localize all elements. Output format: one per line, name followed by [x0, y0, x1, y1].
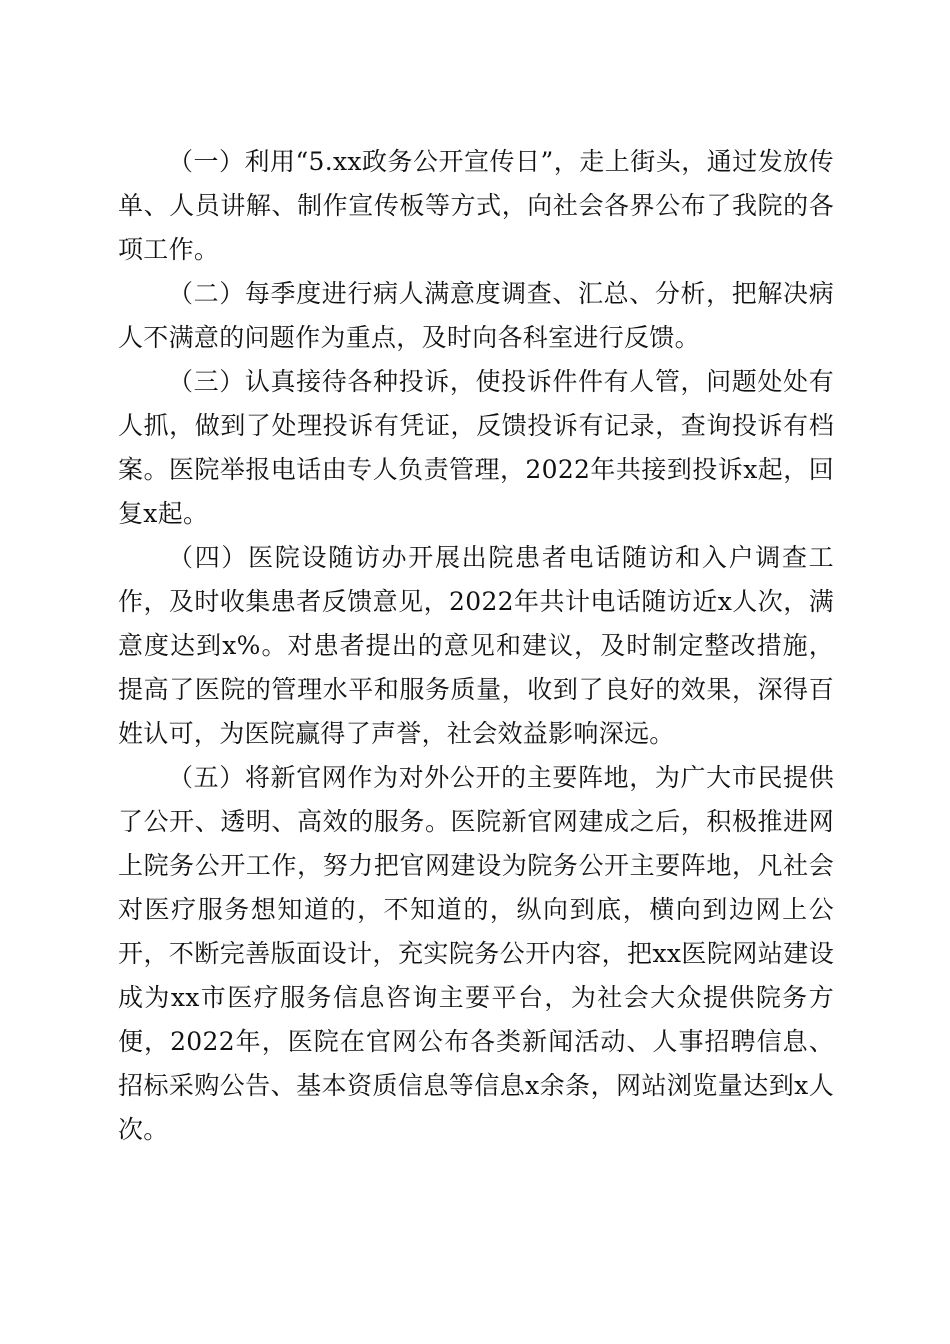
paragraph-3: （三）认真接待各种投诉，使投诉件件有人管，问题处处有人抓，做到了处理投诉有凭证，反馈投诉有记录，查询投诉有档案。医院举报电话由专人负责管理，2022年共接到投诉x起，回复x起。 — [118, 367, 834, 528]
paragraph-2: （二）每季度进行病人满意度调查、汇总、分析，把解决病人不满意的问题作为重点，及时向各科室进行反馈。 — [118, 279, 834, 352]
paragraph-5: （五）将新官网作为对外公开的主要阵地，为广大市民提供了公开、透明、高效的服务。医院新官网建成之后，积极推进网上院务公开工作，努力把官网建设为院务公开主要阵地，凡社会对医疗服务想知道的，不知道的，纵向到底，横向到边网上公开，不断完善版面设计，充实院务公开内容，把xx医院网站建设成为xx市医疗服务信息咨询主要平台，为社会大众提供院务方便，2022年，医院在官网公布各类新闻活动、人事招聘信息、招标采购公告、基本资质信息等信息x余条，网站浏览量达到x人次。 — [118, 763, 834, 1144]
paragraph-1: （一）利用“5.xx政务公开宣传日”，走上街头，通过发放传单、人员讲解、制作宣传板等方式，向社会各界公布了我院的各项工作。 — [118, 147, 834, 264]
document-body — [118, 140, 834, 1152]
paragraph-4: （四）医院设随访办开展出院患者电话随访和入户调查工作，及时收集患者反馈意见，2022年共计电话随访近x人次，满意度达到x%。对患者提出的意见和建议，及时制定整改措施，提高了医院的管理水平和服务质量，收到了良好的效果，深得百姓认可，为医院赢得了声誉，社会效益影响深远。 — [118, 543, 834, 748]
